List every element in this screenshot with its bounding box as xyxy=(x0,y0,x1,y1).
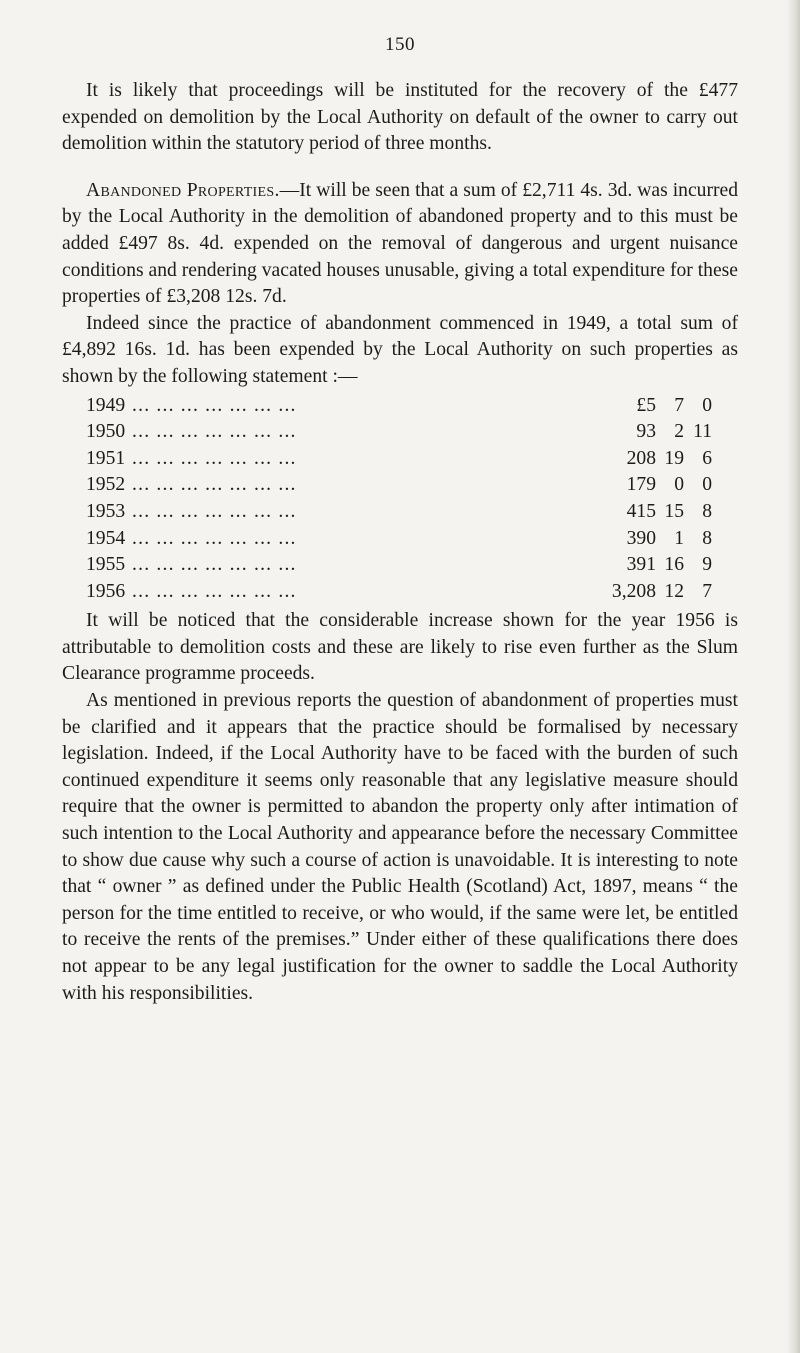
leader-dots: ... ... ... ... ... ... ... xyxy=(132,447,297,469)
section-heading-abandoned-properties: Abandoned Properties. xyxy=(86,179,280,201)
pence-cell: 9 xyxy=(702,554,712,576)
shillings-cell: 2 xyxy=(674,421,684,443)
year-cell: 1954 xyxy=(86,527,126,549)
year-cell: 1953 xyxy=(86,500,126,522)
abandoned-properties-text: —It will be seen that a sum of £2,711 4s. 3d. was incurred by the Local Authority in the demolition of abandoned property and to this must be added £497 8s. 4d. expended on the removal of dangerous and urgent nuisance conditions and rendering vacated houses unusable, giving a total expenditure for these properties of £3,208 12s. 7d. xyxy=(62,179,738,308)
paragraph-legislation: As mentioned in previous reports the question of abandonment of properties must be clarified and it appears that the practice should be formalised by necessary legislation. Indeed, if the Local Authority have to be faced with the burden of such continued expenditure it seems only reasonable that any legislative measure should require that the owner is permitted to abandon the property only after intimation of such intention to the Local Authority and appearance before the necessary Committee to show due cause why such a course of action is unavoidable. It is interesting to note that “ owner ” as defined under the Public Health (Scotland) Act, 1897, means “ the person for the time entitled to receive, or who would, if the same were let, be entitled to receive the rents of the premises.” Under either of these qualifications there does not appear to be any legal justification for the owner to saddle the Local Authority with his responsibilities. xyxy=(62,690,738,1004)
pence-cell: 6 xyxy=(702,447,712,469)
shillings-cell: 19 xyxy=(664,447,684,469)
expenditure-statement-table xyxy=(86,393,712,606)
pence-cell: 0 xyxy=(702,394,712,416)
leader-dots: ... ... ... ... ... ... ... xyxy=(132,580,297,602)
pounds-cell: 179 xyxy=(626,474,656,496)
table-row xyxy=(86,472,712,499)
pounds-cell: £5 xyxy=(636,394,656,416)
pence-cell: 11 xyxy=(693,421,712,443)
paragraph-abandonment-total: Indeed since the practice of abandonment commenced in 1949, a total sum of £4,892 16s. 1d. has been expended by the Local Authority on such properties as shown by the following statement :— xyxy=(62,312,738,387)
pounds-cell: 390 xyxy=(626,527,656,549)
shillings-cell: 7 xyxy=(674,394,684,416)
table-row xyxy=(86,552,712,579)
table-row xyxy=(86,419,712,446)
year-cell: 1956 xyxy=(86,580,126,602)
pounds-cell: 415 xyxy=(626,500,656,522)
paragraph-abandoned-properties xyxy=(62,178,738,311)
shillings-cell: 12 xyxy=(664,580,684,602)
pounds-cell: 391 xyxy=(626,554,656,576)
leader-dots: ... ... ... ... ... ... ... xyxy=(132,474,297,496)
page-edge-shadow xyxy=(786,0,800,1353)
pence-cell: 7 xyxy=(702,580,712,602)
document-page xyxy=(62,34,738,1007)
leader-dots: ... ... ... ... ... ... ... xyxy=(132,527,297,549)
table-row xyxy=(86,393,712,420)
year-cell: 1952 xyxy=(86,474,126,496)
shillings-cell: 1 xyxy=(674,527,684,549)
leader-dots: ... ... ... ... ... ... ... xyxy=(132,421,297,443)
table-row xyxy=(86,499,712,526)
year-cell: 1955 xyxy=(86,554,126,576)
leader-dots: ... ... ... ... ... ... ... xyxy=(132,500,297,522)
pence-cell: 0 xyxy=(702,474,712,496)
shillings-cell: 15 xyxy=(664,500,684,522)
table-row xyxy=(86,526,712,553)
pounds-cell: 208 xyxy=(626,447,656,469)
year-cell: 1950 xyxy=(86,421,126,443)
shillings-cell: 16 xyxy=(664,554,684,576)
leader-dots: ... ... ... ... ... ... ... xyxy=(132,554,297,576)
paragraph-demolition-recovery: It is likely that proceedings will be instituted for the recovery of the £477 expended on demolition by the Local Authority on default of the owner to carry out demolition within the statutory period of three months. xyxy=(62,80,738,155)
year-cell: 1949 xyxy=(86,394,126,416)
pence-cell: 8 xyxy=(702,527,712,549)
pounds-cell: 3,208 xyxy=(611,580,656,602)
leader-dots: ... ... ... ... ... ... ... xyxy=(132,394,297,416)
pence-cell: 8 xyxy=(702,500,712,522)
pounds-cell: 93 xyxy=(636,421,656,443)
paragraph-increase-1956: It will be noticed that the considerable increase shown for the year 1956 is attributable to demolition costs and these are likely to rise even further as the Slum Clearance programme proceeds. xyxy=(62,610,738,685)
table-row xyxy=(86,579,712,606)
shillings-cell: 0 xyxy=(674,474,684,496)
table-row xyxy=(86,446,712,473)
page-number: 150 xyxy=(385,34,415,55)
year-cell: 1951 xyxy=(86,447,126,469)
